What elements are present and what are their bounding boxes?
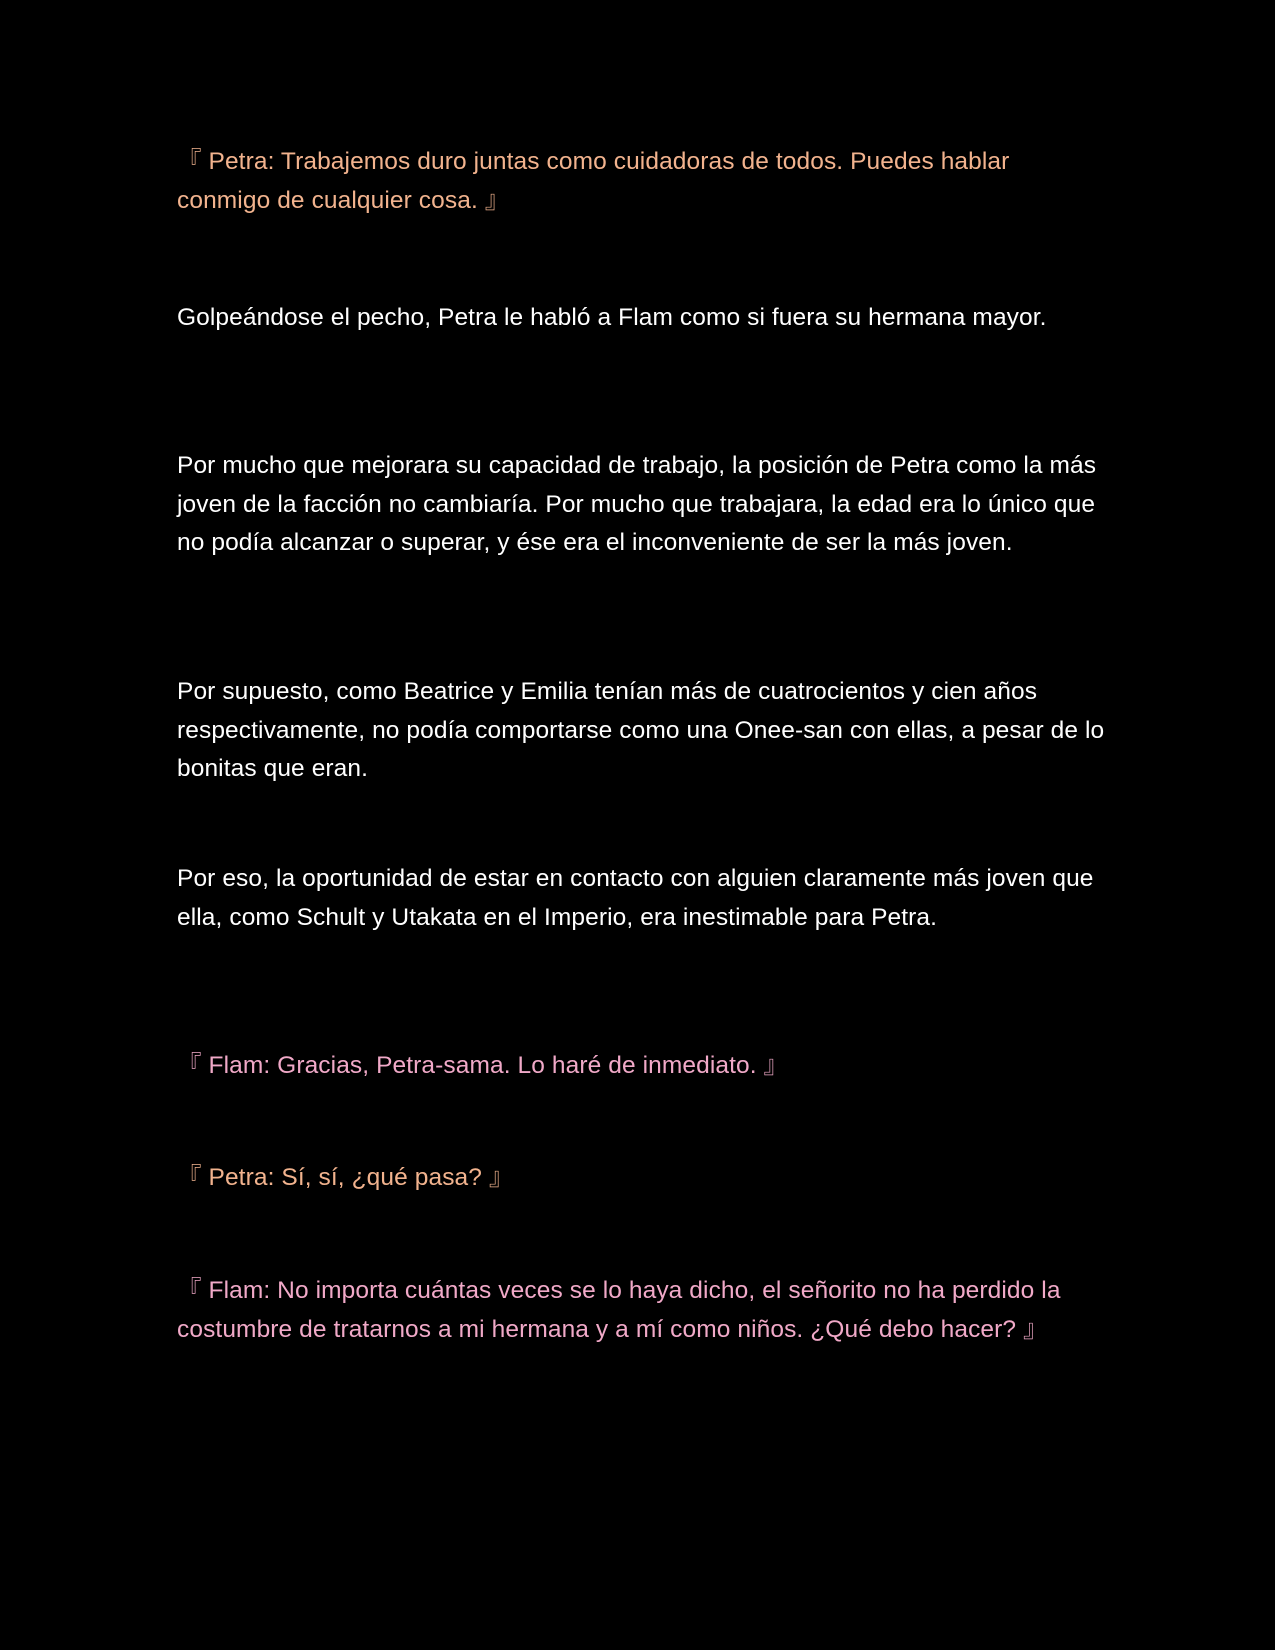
narration-paragraph-3: Por supuesto, como Beatrice y Emilia tenían más de cuatrocientos y cien años respectivamente, no podía comportarse como una Onee-san con ellas, a pesar de lo bonitas que eran. — [177, 678, 1105, 782]
narration-paragraph-4: Por eso, la oportunidad de estar en contacto con alguien claramente más joven que ella, como Schult y Utakata en el Imperio, era inestimable para Petra. — [177, 865, 1094, 931]
dialogue-flam-1: 『 Flam: Gracias, Petra-sama. Lo haré de inmediato. 』 — [177, 1052, 789, 1079]
dialogue-petra-2: 『 Petra: Sí, sí, ¿qué pasa? 』 — [177, 1164, 514, 1191]
narration-paragraph-1: Golpeándose el pecho, Petra le habló a Flam como si fuera su hermana mayor. — [177, 304, 1047, 331]
dialogue-flam-2: 『 Flam: No importa cuántas veces se lo haya dicho, el señorito no ha perdido la costumbre de tratarnos a mi hermana y a mí como niños. ¿Qué debo hacer? 』 — [177, 1277, 1061, 1343]
narration-paragraph-2: Por mucho que mejorara su capacidad de trabajo, la posición de Petra como la más joven de la facción no cambiaría. Por mucho que trabajara, la edad era lo único que no podía alcanzar o superar, y ése era el inconveniente de ser la más joven. — [177, 452, 1097, 556]
dialogue-petra-1: 『 Petra: Trabajemos duro juntas como cuidadoras de todos. Puedes hablar conmigo de cualquier cosa. 』 — [177, 148, 1010, 214]
